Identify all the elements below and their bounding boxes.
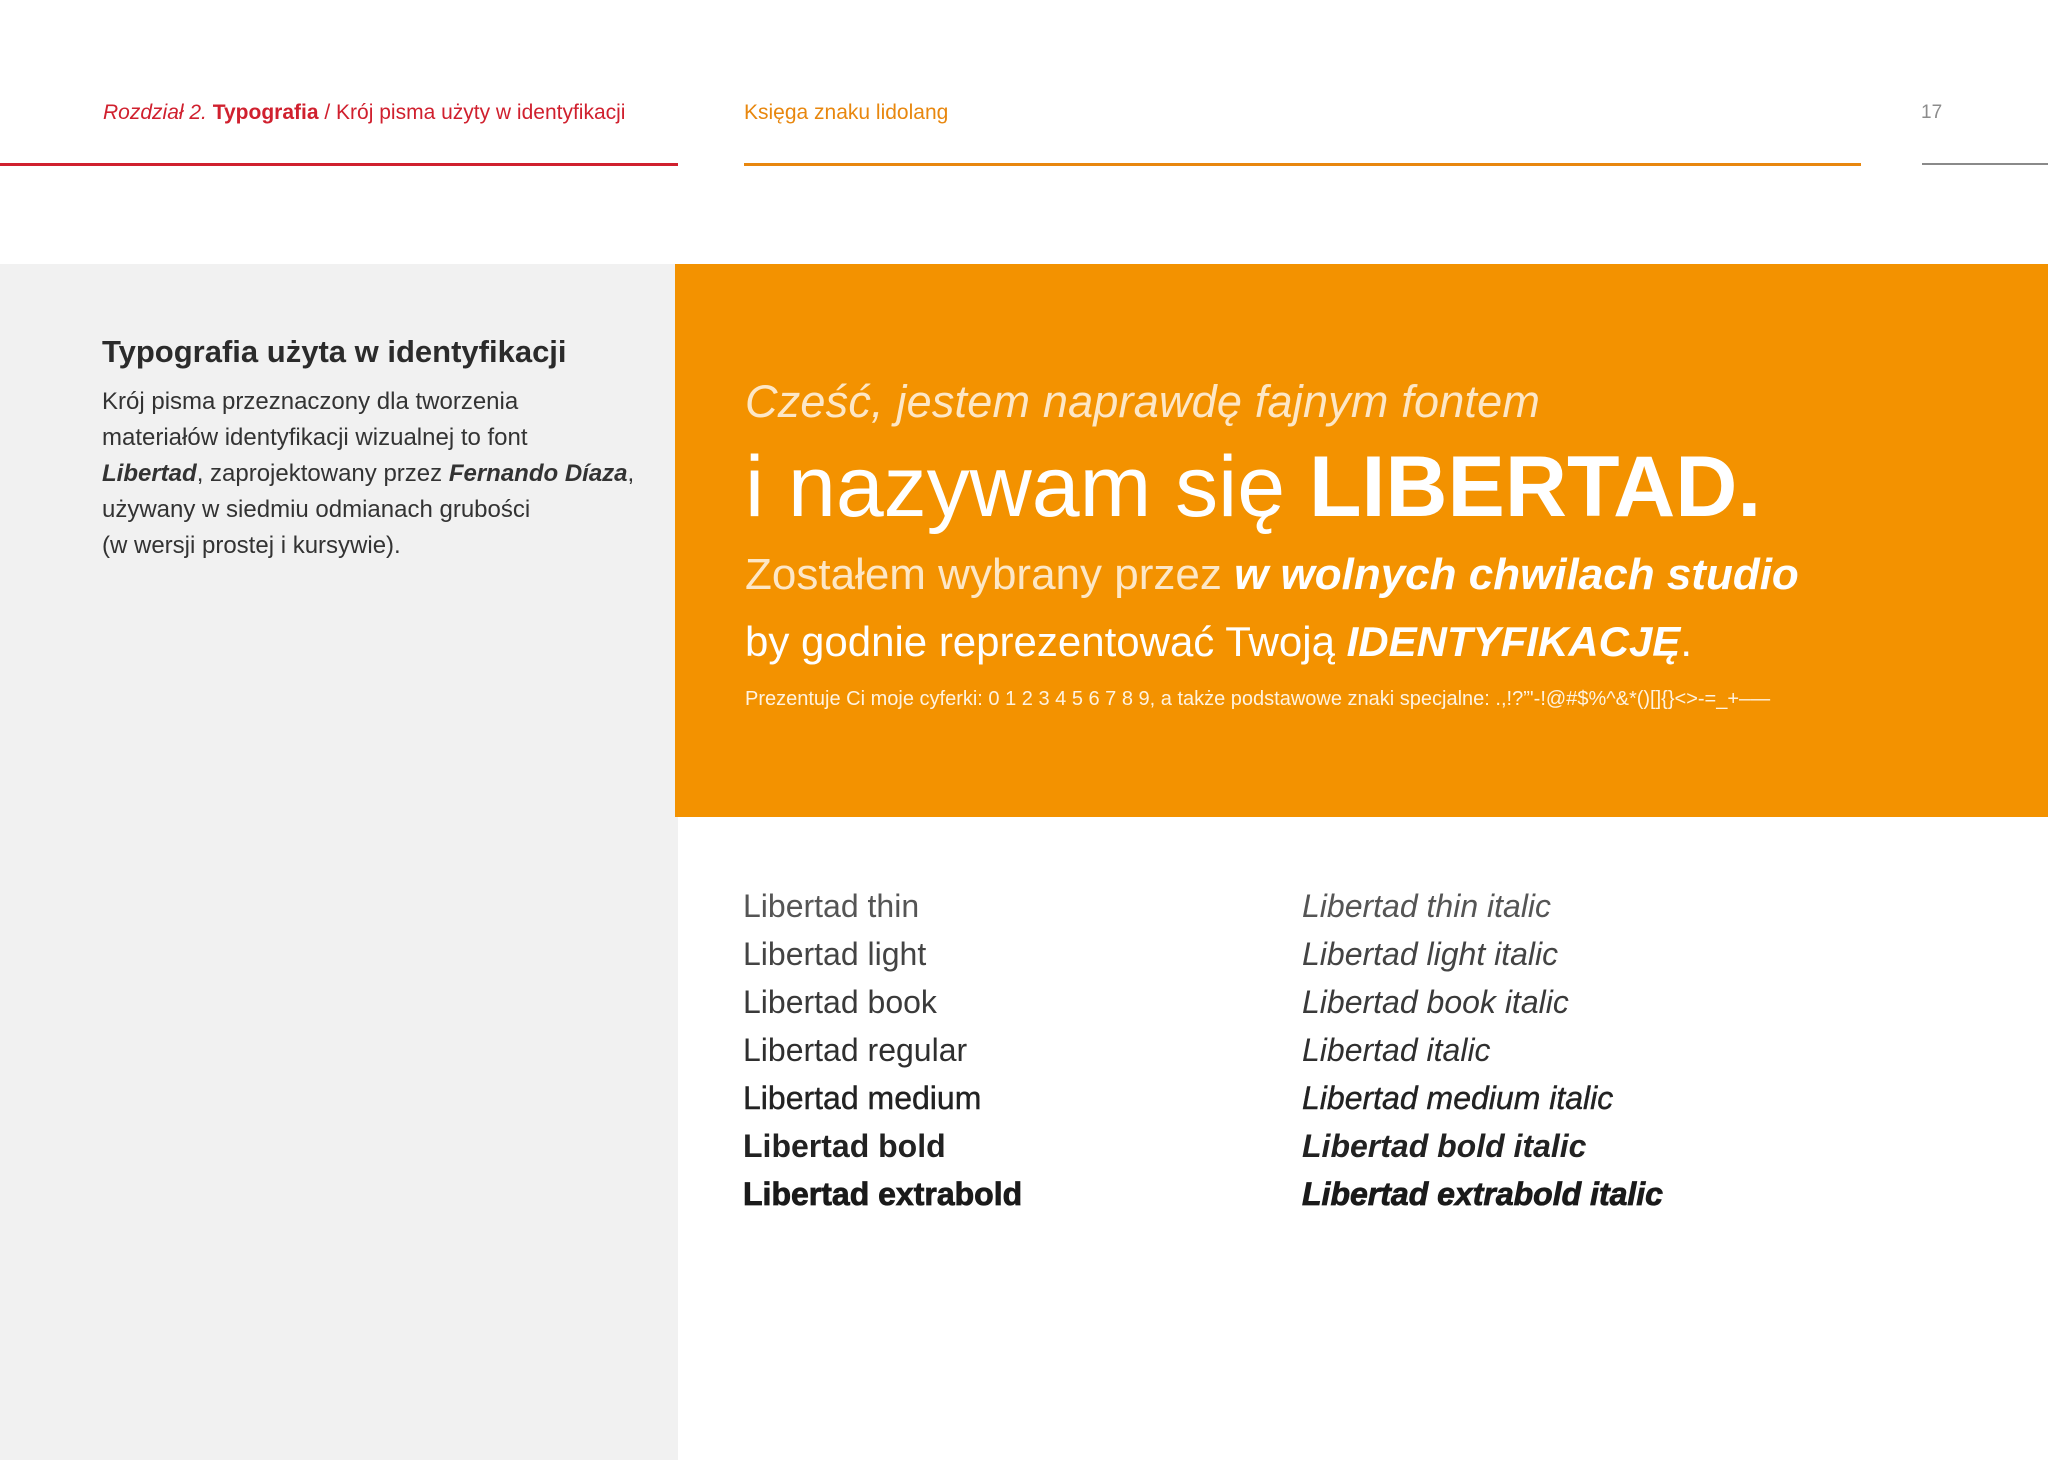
specimen-characters: Prezentuje Ci moje cyferki: 0 1 2 3 4 5 6 7 8 9, a także podstawowe znaki specjalne: .,!?”'-!@#$%^&*()[]{}<>-=_+–— [745,688,1771,710]
description-line: (w wersji prostej i kursywie). [102,532,401,559]
breadcrumb-subsection: Krój pisma użyty w identyfikacji [336,101,626,124]
font-name: Libertad [102,460,197,487]
specimen-text: Zostałem wybrany przez [745,550,1235,599]
weight-item: Libertad bold [743,1128,946,1164]
specimen-headline [745,437,1761,537]
weight-item: Libertad thin italic [1302,888,1552,924]
weight-item: Libertad italic [1302,1032,1491,1068]
specimen-greeting: Cześć, jestem naprawdę fajnym fontem [745,376,1541,427]
sidebar-title: Typografia użyta w identyfikacji [102,334,567,369]
breadcrumb-separator: / [318,101,337,124]
weight-item: Libertad light italic [1302,936,1559,972]
weight-item: Libertad light [743,936,927,972]
weights-upright-list [743,882,1022,1218]
breadcrumb [103,99,625,127]
specimen-headline-start: i nazywam się [745,439,1309,535]
specimen-line-3 [745,547,1799,603]
font-specimen-block [675,264,2048,817]
header-rule-gray [1922,163,2048,165]
weight-item: Libertad extrabold [743,1176,1023,1212]
specimen-text: by godnie reprezentować Twoją [745,618,1347,665]
breadcrumb-section: Typografia [212,101,319,124]
description-line: materiałów identyfikacji wizualnej to font [102,424,528,451]
description-text: , [627,460,635,487]
weight-item: Libertad book [743,984,937,1020]
weight-item: Libertad book italic [1302,984,1569,1020]
specimen-text: . [1680,618,1692,665]
description-line: Krój pisma przeznaczony dla tworzenia [102,388,519,415]
weight-item: Libertad medium italic [1302,1080,1614,1116]
description-line: używany w siedmiu odmianach grubości [102,496,531,523]
breadcrumb-chapter: Rozdział 2. [103,101,207,124]
page-number: 17 [1921,102,1943,123]
weight-item: Libertad regular [743,1032,968,1068]
specimen-emphasis: IDENTYFIKACJĘ [1346,618,1681,665]
description-text: , zaprojektowany przez [196,460,449,487]
weight-item: Libertad thin [743,888,920,924]
sidebar-description [102,384,642,564]
weight-item: Libertad extrabold italic [1302,1176,1663,1212]
specimen-emphasis: w wolnych chwilach studio [1234,550,1799,599]
weights-italic-list [1302,882,1663,1218]
weight-item: Libertad medium [743,1080,982,1116]
header-rule-orange [744,163,1861,166]
document-title: Księga znaku lidolang [744,101,949,124]
specimen-line-4 [745,614,1692,670]
header-rule-red [0,163,678,166]
weight-item: Libertad bold italic [1302,1128,1587,1164]
description-line [102,456,642,492]
specimen-font-name: LIBERTAD. [1308,439,1762,535]
designer-name: Fernando Díaza [448,460,628,487]
